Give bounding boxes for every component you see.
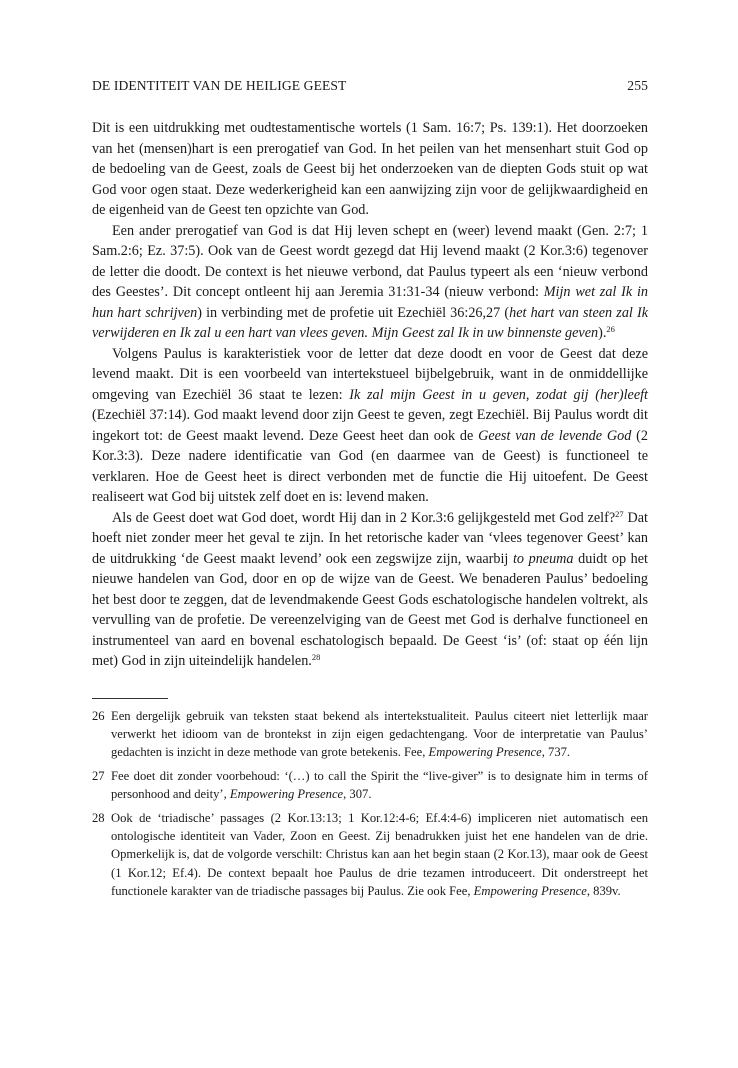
footnote-number: 27 (92, 768, 105, 783)
text-run: , 737. (541, 745, 571, 760)
text-run: Een ander prerogatief van God is dat Hij leven schept en (weer) levend maakt (Gen. 2:7; 1 Sam.2:6; Ez. 37:5). Ook van de Geest wordt gezegd dat Hij levend maakt (2 Kor.3:6) tegenover de letter die doodt. De context is het nieuwe verbond, dat Paulus typeert als een ‘nieuw verbond des Geestes’. Dit concept ontleent hij aan Jeremia 31:31-34 (nieuw verbond: (92, 222, 648, 300)
text-run: , 839v. (586, 884, 621, 899)
text-run: Een dergelijk gebruik van teksten staat bekend als intertekstualiteit. Paulus citeert niet letterlijk maar verwerkt het idioom van de brontekst in zijn eigen gedachtengang. Voor de interpretatie van Paulus’ gedachten is inzicht in deze methode van grote betekenis. Fee, (111, 708, 648, 760)
running-title: DE IDENTITEIT VAN DE HEILIGE GEEST (92, 78, 347, 93)
footnote-text (111, 809, 648, 901)
running-header (92, 78, 648, 100)
paragraph (92, 508, 648, 672)
footnote-separator (92, 698, 168, 699)
text-run: Volgens Paulus is karakteristiek voor de letter dat deze doodt en voor de Geest dat deze levend maakt. Dit is een voorbeeld van intertekstueel bijbelgebruik, want in de onmiddellijke omgeving van Ezechiël 36 staat te lezen: (92, 345, 648, 403)
footnote-number: 26 (92, 708, 105, 723)
footnote (92, 707, 648, 762)
book-page (92, 78, 648, 906)
text-run: , 307. (343, 787, 372, 802)
italic-text: Mijn wet zal Ik in hun hart schrijven (92, 284, 648, 321)
paragraph (92, 221, 648, 344)
footnote-reference: 28 (311, 652, 321, 662)
footnote (92, 809, 648, 901)
italic-text: Ik zal mijn Geest in u geven, zodat gij (her)leeft (349, 386, 648, 403)
text-run: Fee doet dit zonder voorbehoud: ‘(…) to call the Spirit the “live-giver” is to designate him in terms of personhood and deity’, (111, 768, 648, 802)
paragraph (92, 118, 648, 221)
text-run: Als de Geest doet wat God doet, wordt Hij dan in 2 Kor.3:6 gelijkgesteld met God zelf? (112, 509, 616, 526)
page-number: 255 (627, 78, 648, 93)
footnote-reference: 26 (606, 324, 615, 334)
body-text (92, 118, 648, 672)
text-run: duidt op het nieuwe handelen van God, door en op de wijze van de Geest. We benaderen Paulus’ bedoeling het best door te zeggen, dat de levendmakende Geest Gods eschatologische handelen voltrekt, als vervulling van de profetie. De vereenzelviging van de Geest met God is derhalve functioneel en instrumenteel van aard en bovenal eschatologisch bepaald. De Geest ‘is’ (of: staat op één lijn met) God in zijn uiteindelijk handelen. (92, 550, 648, 669)
text-run: Dat hoeft niet zonder meer het geval te zijn. In het retorische kader van ‘vlees tegenover Geest’ kan de uitdrukking ‘de Geest maakt levend’ ook een zegswijze zijn, waarbij (92, 509, 648, 567)
italic-text: het hart van steen zal Ik verwijderen en Ik zal u een hart van vlees geven. Mijn Geest zal Ik in uw binnenste geven (92, 304, 649, 341)
text-run: Dit is een uitdrukking met oudtestamentische wortels (1 Sam. 16:7; Ps. 139:1). Het doorzoeken van het (mensen)hart is een prerogatief van God. In het peilen van het mensenhart stuit God op de bedoeling van de Geest, zoals de Geest bij het onderzoeken van de diepten Gods stuit op wat God voor ogen staat. Deze wederkerigheid kan een aanwijzing zijn voor de gelijkwaardigheid en de eigenheid van de Geest ten opzichte van God. (92, 120, 648, 218)
footnote-text (111, 767, 648, 804)
text-run: ). (598, 325, 607, 341)
italic-text: Empowering Presence (473, 884, 587, 899)
italic-text: Geest van de levende God (478, 427, 632, 444)
footnote (92, 767, 648, 804)
paragraph (92, 344, 648, 508)
text-run: (2 Kor.3:3). Deze nadere identificatie van God (en daarmee van de Geest) is functioneel te verklaren. Hoe de Geest heet is direct verbonden met de functie die Hij uitoefent. De Geest realiseert wat God bij uitstek zelf doet en is: levend maken. (92, 427, 648, 505)
text-run: (Ezechiël 37:14). God maakt levend door zijn Geest te geven, zegt Ezechiël. Bij Paulus wordt dit ingekort tot: de Geest maakt levend. Deze Geest heet dan ook de (92, 407, 648, 444)
italic-text: Empowering Presence (229, 787, 344, 802)
footnote-reference: 27 (615, 508, 624, 519)
footnote-number: 28 (92, 810, 105, 825)
footnote-text (111, 707, 648, 762)
italic-text: Empowering Presence (428, 745, 542, 760)
text-run: Ook de ‘triadische’ passages (2 Kor.13:13; 1 Kor.12:4-6; Ef.4:4-6) impliceren niet automatisch een ontologische identiteit van Vader, Zoon en Geest. Zij benadrukken juist het ene handelen van de drie. Opmerkelijk is, dat de volgorde verschilt: Christus kan aan het begin staan (2 Kor.13), maar ook de Geest (1 Kor.12; Ef.4). De context bepaalt hoe Paulus de drie tezamen introduceert. Dit onderstreept het functionele karakter van de triadische passages bij Paulus. Zie ook Fee, (111, 810, 648, 899)
text-run: ) in verbinding met de profetie uit Ezechiël 36:26,27 ( (197, 304, 510, 321)
footnotes (92, 707, 648, 901)
italic-text: to pneuma (512, 550, 574, 567)
